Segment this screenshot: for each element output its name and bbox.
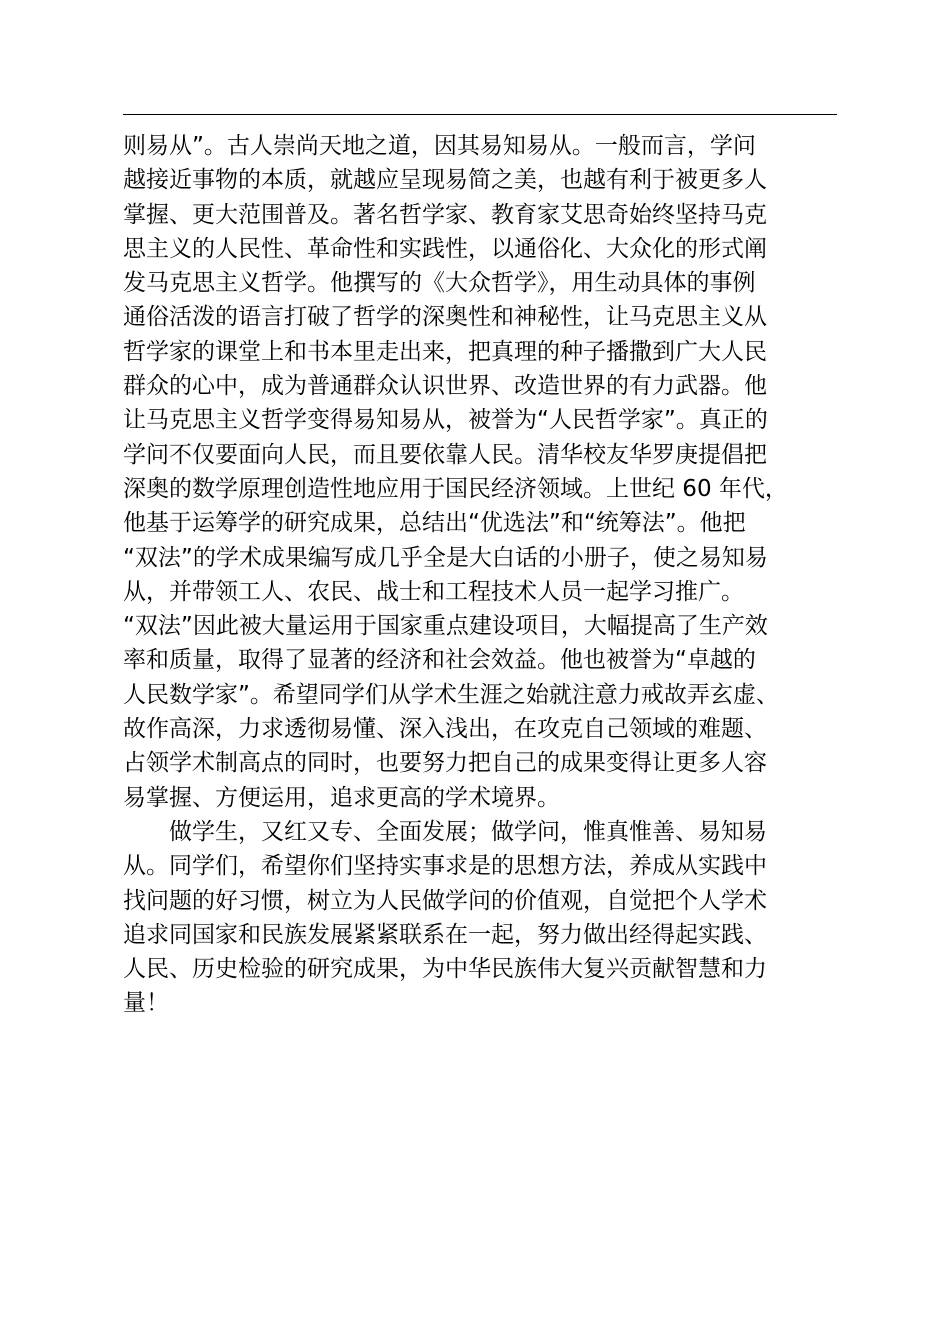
text-line: 人民数学家”。希望同学们从学术生涯之始就注意力戒故弄玄虚、 bbox=[123, 681, 779, 708]
text-line: 哲学家的课堂上和书本里走出来，把真理的种子播撒到广大人民 bbox=[123, 338, 767, 365]
text-line: 通俗活泼的语言打破了哲学的深奥性和神秘性，让马克思主义从 bbox=[123, 304, 767, 331]
text-line: 率和质量，取得了显著的经济和社会效益。他也被誉为“卓越的 bbox=[123, 647, 756, 674]
text-line: 发马克思主义哲学。他撰写的《大众哲学》，用生动具体的事例 bbox=[123, 270, 756, 297]
text-line: 量！ bbox=[123, 990, 169, 1017]
text-line: 故作高深，力求透彻易懂、深入浅出，在攻克自己领域的难题、 bbox=[123, 716, 767, 743]
text-line: 人民、历史检验的研究成果，为中华民族伟大复兴贡献智慧和力 bbox=[123, 956, 767, 983]
text-line: 让马克思主义哲学变得易知易从，被誉为“人民哲学家”。真正的 bbox=[123, 407, 768, 434]
text-line: 他基于运筹学的研究成果，总结出“优选法”和“统筹法”。他把 bbox=[123, 510, 746, 537]
text-line: “双法”因此被大量运用于国家重点建设项目，大幅提高了生产效 bbox=[123, 613, 768, 640]
text-line: 从，并带领工人、农民、战士和工程技术人员一起学习推广。 bbox=[123, 578, 744, 605]
text-line: 掌握、更大范围普及。著名哲学家、教育家艾思奇始终坚持马克 bbox=[123, 201, 767, 228]
text-line: 群众的心中，成为普通群众认识世界、改造世界的有力武器。他 bbox=[123, 373, 767, 400]
text-line: 追求同国家和民族发展紧紧联系在一起，努力做出经得起实践、 bbox=[123, 921, 767, 948]
text-line: 占领学术制高点的同时，也要努力把自己的成果变得让更多人容 bbox=[123, 750, 767, 777]
text-line: 找问题的好习惯，树立为人民做学问的价值观，自觉把个人学术 bbox=[123, 887, 767, 914]
text-line: 做学生，又红又专、全面发展；做学问，惟真惟善、易知易 bbox=[123, 818, 767, 845]
text-line: 学问不仅要面向人民，而且要依靠人民。清华校友华罗庚提倡把 bbox=[123, 441, 767, 468]
text-line: 深奥的数学原理创造性地应用于国民经济领域。上世纪 60 年代， bbox=[123, 475, 788, 502]
text-line: “双法”的学术成果编写成几乎全是大白话的小册子，使之易知易 bbox=[123, 544, 768, 571]
header-rule bbox=[123, 114, 837, 115]
text-line: 易掌握、方便运用，追求更高的学术境界。 bbox=[123, 784, 560, 811]
text-line: 则易从”。古人崇尚天地之道，因其易知易从。一般而言，学问 bbox=[123, 133, 756, 159]
text-line: 从。同学们，希望你们坚持实事求是的思想方法，养成从实践中 bbox=[123, 853, 767, 880]
body-text bbox=[123, 129, 883, 1021]
text-line: 越接近事物的本质，就越应呈现易简之美，也越有利于被更多人 bbox=[123, 167, 767, 194]
text-line: 思主义的人民性、革命性和实践性，以通俗化、大众化的形式阐 bbox=[123, 235, 767, 262]
